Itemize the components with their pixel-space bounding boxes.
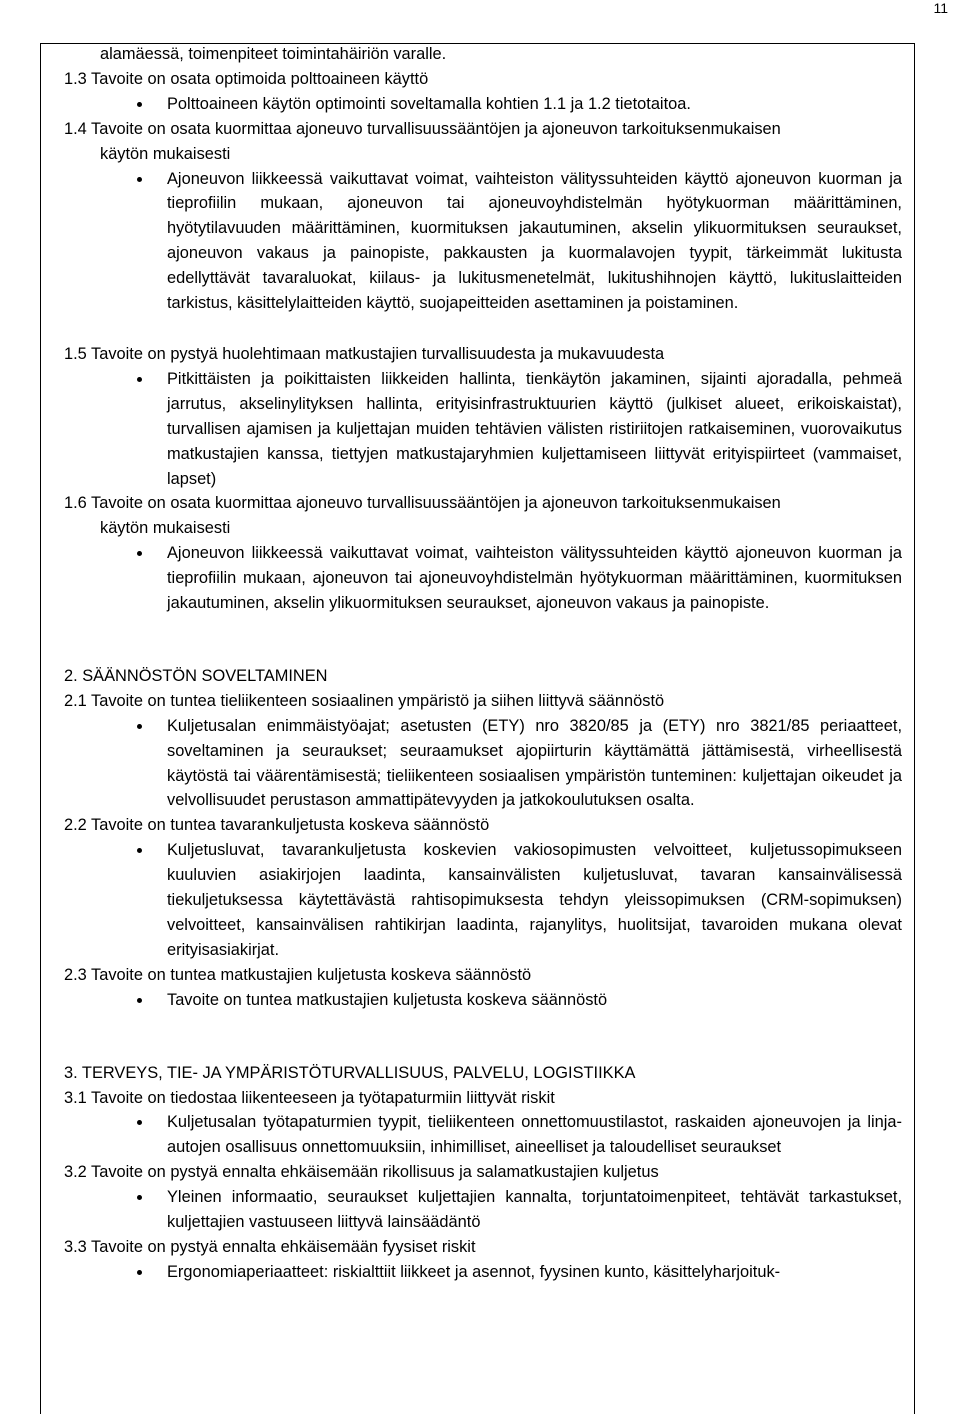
bullet-text: Polttoaineen käytön optimointi soveltamalla kohtien 1.1 ja 1.2 tietotaitoa. xyxy=(167,94,691,113)
bullet-icon xyxy=(137,1120,142,1125)
bullet-icon xyxy=(137,724,142,729)
bullet-icon xyxy=(137,1270,142,1275)
section-heading: 2.2 Tavoite on tuntea tavarankuljetusta koskeva säännöstö xyxy=(64,816,490,835)
paragraph: alamäessä, toimenpiteet toimintahäiriön varalle. xyxy=(100,45,447,63)
bullet-text: Ajoneuvon liikkeessä vaikuttavat voimat, vaihteiston välityssuhteiden käyttö ajoneuvon kuorman ja tieprofiilin mukaan, ajoneuvon tai ajoneuvoyhdistelmän hyötykuorman määrittäminen, kuormituksen jakautuminen, akselin ylikuormituksen seuraukset, ajoneuvon vakaus ja painopiste. xyxy=(167,544,902,613)
spacer xyxy=(64,616,902,664)
paragraph: käytön mukaisesti xyxy=(100,144,231,163)
section-heading: 3.2 Tavoite on pystyä ennalta ehkäisemään rikollisuus ja salamatkustajien kuljetus xyxy=(64,1163,659,1182)
bullet-text: Kuljetusalan työtapaturmien tyypit, tieliikenteen onnettomuustilastot, raskaiden ajoneuvojen ja linja-autojen osallisuus onnettomuuksiin, inhimilliset, aineelliset ja taloudelliset seuraukset xyxy=(167,1113,902,1157)
bullet-icon xyxy=(137,848,142,853)
section-heading: 1.4 Tavoite on osata kuormittaa ajoneuvo turvallisuussääntöjen ja ajoneuvon tarkoituksenmukaisen xyxy=(64,119,781,138)
bullet-text: Yleinen informaatio, seuraukset kuljettajien kannalta, torjuntatoimenpiteet, tehtävät tarkastukset, kuljettajien vastuuseen liittyvä lainsäädäntö xyxy=(167,1188,902,1232)
spacer xyxy=(64,1013,902,1061)
bullet-item xyxy=(64,838,902,963)
section-heading: 2.3 Tavoite on tuntea matkustajien kuljetusta koskeva säännöstö xyxy=(64,965,532,984)
bullet-item xyxy=(64,367,902,492)
bullet-item xyxy=(64,714,902,814)
bullet-text: Kuljetusluvat, tavarankuljetusta koskevien vakiosopimusten velvoitteet, kuljetussopimukseen kuuluvien asiakirjojen laadinta, kansainvälisten kuljetusluvat, tavaran kansainvälisessä tiekuljetuksessa käytettävästä rahtisopimuksesta tehdyn yleissopimuksen (CRM-sopimuksen) velvoitteet, kansainvälisen rahtikirjan laadinta, rajanylitys, huolitsijat, tavaroiden mukana olevat erityisasiakirjat. xyxy=(167,841,902,959)
section-heading: 2.1 Tavoite on tuntea tieliikenteen sosiaalinen ympäristö ja siihen liittyvä säännöstö xyxy=(64,691,665,710)
section-heading: 1.5 Tavoite on pystyä huolehtimaan matkustajien turvallisuudesta ja mukavuudesta xyxy=(64,344,665,363)
section-heading: 3.1 Tavoite on tiedostaa liikenteeseen ja työtapaturmiin liittyvät riskit xyxy=(64,1088,555,1107)
bullet-item xyxy=(64,1110,902,1160)
bullet-icon xyxy=(137,551,142,556)
bullet-text: Pitkittäisten ja poikittaisten liikkeiden hallinta, tienkäytön jakaminen, sijainti ajoradalla, pehmeä jarrutus, akselinylityksen hallinta, erityisinfrastruktuurien käyttö (julkiset alueet, erikoiskaistat), turvallisen ajamisen ja kuljettajan muiden tehtävien välisten ristiriitojen ratkaiseminen, vuorovaikutus matkustajien kanssa, tiettyjen matkustajaryhmien kuljettamiseen liittyvät erityispiirteet (vammaiset, lapset) xyxy=(167,369,902,488)
bullet-text: Ajoneuvon liikkeessä vaikuttavat voimat, vaihteiston välityssuhteiden käyttö ajoneuvon kuorman ja tieprofiilin mukaan, ajoneuvon tai ajoneuvoyhdistelmän hyötykuorman määrittäminen, hyötytilavuuden määrittäminen, kuormituksen jakautuminen, akselin ylikuormituksen seuraukset, ajoneuvon vakaus ja painopiste, pakkausten ja kuormalavojen tyypit, tärkeimmät lukitusta edellyttävät tavaraluokat, kiilaus- ja lukitusmenetelmät, lukitushihnojen käyttö, lukituslaitteiden tarkistus, käsittelylaitteiden käyttö, suojapeitteiden asettaminen ja poistaminen. xyxy=(167,169,902,313)
section-heading: 1.6 Tavoite on osata kuormittaa ajoneuvo turvallisuussääntöjen ja ajoneuvon tarkoituksenmukaisen xyxy=(64,494,781,513)
bullet-item xyxy=(64,92,902,117)
bullet-item xyxy=(64,541,902,616)
section-heading: 1.3 Tavoite on osata optimoida polttoaineen käyttö xyxy=(64,69,429,88)
bullet-item xyxy=(64,167,902,316)
bullet-text: Kuljetusalan enimmäistyöajat; asetusten (ETY) nro 3820/85 ja (ETY) nro 3821/85 periaatteet, soveltaminen ja seuraukset; seuraamukset ajopiirturin käyttämättä jättämisestä, virheellisestä käytöstä tai väärentämisestä; tieliikenteen sosiaalisen ympäristön tunteminen: kuljettajan oikeudet ja velvollisuudet perustason ammattipätevyyden ja jatkokoulutuksen osalta. xyxy=(167,716,902,810)
page-number: 11 xyxy=(933,0,948,16)
bullet-icon xyxy=(137,998,142,1003)
bullet-icon xyxy=(137,377,142,382)
section-heading: 2. SÄÄNNÖSTÖN SOVELTAMINEN xyxy=(64,666,328,685)
paragraph: käytön mukaisesti xyxy=(100,519,231,538)
bullet-icon xyxy=(137,102,142,107)
bullet-text: Ergonomiaperiaatteet: riskialttiit liikkeet ja asennot, fyysinen kunto, käsittelyharjoituk- xyxy=(167,1262,781,1281)
bullet-item xyxy=(64,1185,902,1235)
section-heading: 3. TERVEYS, TIE- JA YMPÄRISTÖTURVALLISUUS, PALVELU, LOGISTIIKKA xyxy=(64,1063,636,1082)
spacer xyxy=(64,316,902,342)
bullet-item xyxy=(64,1260,902,1285)
section-heading: 3.3 Tavoite on pystyä ennalta ehkäisemään fyysiset riskit xyxy=(64,1237,476,1256)
bullet-icon xyxy=(137,1195,142,1200)
document-body xyxy=(64,42,902,1285)
bullet-item xyxy=(64,988,902,1013)
bullet-text: Tavoite on tuntea matkustajien kuljetusta koskeva säännöstö xyxy=(167,990,608,1009)
bullet-icon xyxy=(137,177,142,182)
